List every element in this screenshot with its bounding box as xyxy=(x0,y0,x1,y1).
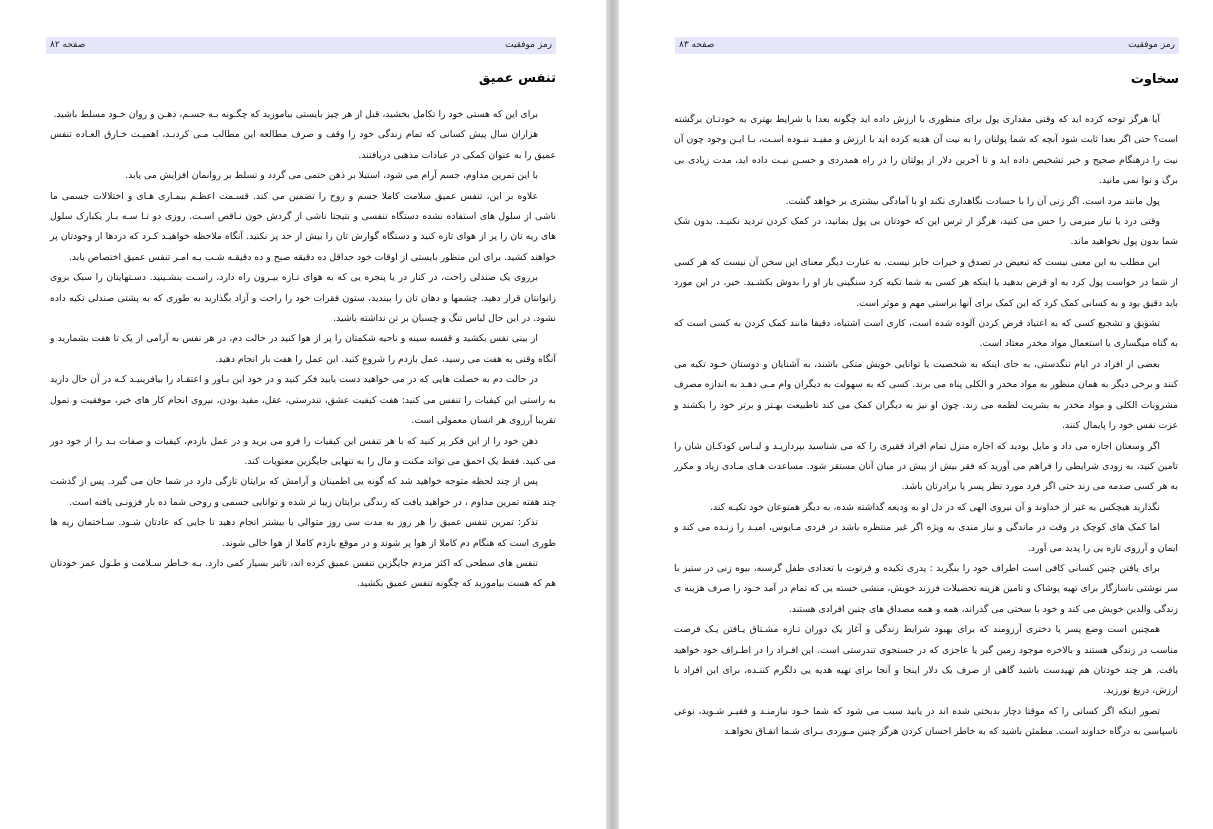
paragraph: تشویق و تشجیع کسی که به اعتیاد قرض کردن آلوده شده است، کاری است اشتباه، دقیقا مانند کمک کردن به کسی است که به گناه میگساری یا استعمال مواد مخدر معتاد است. xyxy=(674,318,1178,350)
paragraph: برروی یک صندلی راحت، در کنار در یا پنجره یی که به هوای تـازه بیـرون راه دارد، راسـت بنشـینید. دسـتهایتان را سبک بروی زانوانتان قرار دهید. چشمها و دهان تان را ببندید، ستون فقرات خود را راحت و آزاد بگذارید به طوری که به پشتی صندلی تکیه داده نشود. در این حال لباس تنگ و چسبان بر تن نداشته باشید. xyxy=(50,272,556,325)
paragraph: بعضی از افراد در ایام تنگدستی، به جای اینکه به شخصیت یا توانایی خویش متکی باشند، به آشنایان و دوستان خـود تکیه می کنند و برخی دیگر به همان منظور به مواد مخدر و الکلی پناه می برند. کسی که به سهولت به دیگران وام مـی دهـد به اندازه مصرف مشروبات الکلی و مواد مخدر به بشریت لطمه می زند. چون او نیز به دیگران کمک می کند تاطبیعت بهـتر و برتر خود را بکشند و عزت نفس خود را پایمال کنند. xyxy=(674,358,1178,432)
page-number: صفحه ۸۳ xyxy=(679,40,715,50)
paragraph: اگر وسعتان اجازه می داد و مایل بودید که اجاره منزل تمام افراد فقیری را که می شناسید بپردازیـد و لبـاس کودکـان شان را تامین کنید، به زودی شرایطی را فراهم می آورید که فقر بیش از پیش در میان آنان مستقر شود. مساعدت هـای مـادی زیاد و مکرر به هر کسی صدمه می زند حتی اگر فرد مورد نظر پسر یا برادرتان باشد. xyxy=(674,440,1178,493)
book-title: رمز موفقیت xyxy=(1128,40,1175,50)
paragraph: در حالت دم به خصلت هایی که در می خواهید دست یابید فکر کنید و در خود این بـاور و اعتقـاد را بیافرینیـد کـه در آن حال دارید به راستی این کیفیات را تنفس می کنید: هفت کیفیت عشق، تندرستی، عقل، مفید بودن، نیروی انجام کار های خیر، موفقیت و تمول تقریبا آرزوی هر انسان معمولی است. xyxy=(50,374,556,427)
paragraph: ذهن خود را از این فکر پر کنید که با هر تنفس این کیفیات را فرو می برید و در عمل بازدم، کیفیات و صفات بـد را از خود دور می کنید. فقط یک احمق می تواند مکنت و مال را به تنهایی جایگزین معنویات کند. xyxy=(50,435,556,467)
paragraph: از بینی نفس بکشید و قفسه سینه و ناحیه شکمتان را پر از هوا کنید در حالت دم، در هر نفس به آرامی از یک تا هفت بشمارید و آنگاه وقتی به هفت می رسید، عمل بازدم را شروع کنید. این عمل را هفت بار انجام دهید. xyxy=(50,333,556,365)
paragraph: پس از چند لحظه متوجه خواهید شد که گونه یی اطمینان و آرامش که برایتان تازگی دارد در شما جان می گیرد. پس از گذشت چند هفته تمرین مداوم ، در خواهید یافت که زندگی برایتان زیبا تر شده و توانایی جسمی و روحی شما ده بار فزونـی یافته است. xyxy=(50,476,556,508)
page-header xyxy=(675,37,1179,54)
page-header xyxy=(46,37,556,54)
paragraph: برای یافتن چنین کسانی کافی است اطراف خود را بنگرید : پدری تکیده و فرتوت با تعدادی طفل گرسنه، بیوه زنی در ستیز با سر نوشتی ناسازگار برای تهیه پوشاک و تامین هزینه تحصیلات فرزند خویش، منشی خسته یی که تمام در آمد خـود را صرف هزینه ی زندگی والدین خویش می کند و خود با سختی می گذراند، همه و همه مصداق های چنین افرادی هستند. xyxy=(674,562,1178,615)
left-page xyxy=(0,0,606,829)
paragraph: تذکر: تمرین تنفس عمیق را هر روز به مدت سی روز متوالی یا بیشتر انجام دهید تا جایی که عادتان شـود. سـاختمان ریه ها طوری است که هنگام دم کاملا از هوا پر شوند و در موقع بازدم کاملا از هوا خالی شوند. xyxy=(50,517,556,549)
paragraph: آیا هرگز توجه کرده اید که وقتی مقداری پول برای منظوری با ارزش داده اید چگونه بعدا با شرایط بهتری به خودتـان برگشته است؟ حتی اگر بعدا ثابت شود آنچه که شما پولتان را به نیت آن هدیه کرده اید با ارزش و مفیـد نبـوده اسـت، بـا ایـن وجود چون آن نیت را درهنگام صحیح و خیر تشخیص داده اید و تا آخرین دلار از پولتان را در راه همدردی و حسـن نیـت داده اید، مدت زیادی بی برگ و نوا نمی مانید. xyxy=(674,114,1178,187)
section-body xyxy=(674,110,1178,743)
page-number: صفحه ۸۲ xyxy=(50,40,86,50)
paragraph: با این تمرین مداوم، جسم آرام می شود، استیلا بر ذهن حتمی می گردد و تسلط بر روانمان افزایش می یابد. xyxy=(125,170,538,182)
right-page xyxy=(619,0,1213,829)
page-gutter xyxy=(606,0,619,829)
paragraph: این مطلب به این معنی نیست که تبعیض در تصدق و خیرات جایز نیست. به عبارت دیگر معنای این سخن آن نیست که هر کسی از شما در خواست پول کرد به او قرض بدهید یا اینکه هر کسی به شما تکیه کرد سنگینی بار او را بدوش بکشـید. خیر، در این مورد باید دقیق بود و به کسانی کمک کرد که این کمک برای آنها براستی مهم و موثر است. xyxy=(674,256,1178,309)
section-body xyxy=(50,105,556,595)
paragraph: تصور اینکه اگر کسانی را که موقتا دچار بدبختی شده اند در یابید سبب می شود که شما خـود نیازمنـد و فقیـر شـوید، نوعی ناسپاسی به درگاه خداوند است. مطمئن باشید که به خاطر احسان کردن هرگز چنین مـوردی بـرای شـما اتفـاق نخواهـد xyxy=(674,705,1178,738)
section-title: تنفس عمیق xyxy=(478,71,556,86)
section-title: سخاوت xyxy=(1130,72,1179,87)
paragraph: برای این که هستی خود را تکامل بخشید، قبل از هر چیز بایستی بیاموزید که چگـونه بـه جسـم، ذهـن و روان خـود مسلط باشید. xyxy=(53,109,538,120)
paragraph: تنفس های سطحی که اکثر مردم جایگزین تنفس عمیق کرده اند، تاثیر بسیار کمی دارد. بـه خـاطر سـلامت و طـول عمر خودتان هم که هست بیاموزید که چگونه تنفس عمیق بکشید. xyxy=(50,557,556,590)
paragraph: وقتی درد یا نیاز میرمی را حس می کنید، هرگز از ترس این که خودتان بی پول بمانید، در کمک کردن تردید نکنیـد. بدون شک شما بدون پول نخواهید ماند. xyxy=(674,216,1178,248)
paragraph: هزاران سال پیش کسانی که تمام زندگی خود را وقف و صرف مطالعه این مطالب مـی کردنـد، اهمیـت خـارق العـاده تنفس عمیق را به عنوان کمکی در عبادات مذهبی دریافتند. xyxy=(50,129,556,161)
paragraph: علاوه بر این، تنفس عمیق سلامت کاملا جسم و روح را تضمین می کند. قسـمت اعظـم بیمـاری هـای و اختلالات جسمی ما ناشی از سلول های استفاده نشده دستگاه تنفسی و نتیجتا ناشی از گردش خون نـاقص اسـت. روزی دو تـا سـه بـار یکبارک سلول های ریه تان را پر از هوای تازه کنید و دستگاه گوارش تان را بیش از حد پر نکنید. آنگاه ملاحظه خواهیـد کـرد که دردها از وجودتان پر خواهند کشید. برای این منظور بایستی از اوقات خود حداقل ده دقیقه صبح و ده دقیقـه شـب بـه امـر تنفس عمیق اختصاص یابد. xyxy=(50,190,556,263)
paragraph: پول مانند مرد است. اگر زنی آن را با حسادت نگاهداری نکند او با آمادگی بیشتری بر خواهد گشت. xyxy=(785,195,1160,207)
book-title: رمز موفقیت xyxy=(505,40,552,50)
paragraph: نگذارید هیچکس به غیر از خداوند و آن نیروی الهی که در دل او به ودیعه گذاشته شده، به دیگر همنوعان خود تکیـه کند. xyxy=(710,501,1160,513)
paragraph: اما کمک های کوچک در وقت در ماندگی و نیاز مندی به ویژه اگر غیر منتظره باشد در فردی مـایوس، امیـد را زنـده می کند و ایمان و آرزوی تازه یی را پدید می آورد. xyxy=(674,522,1178,554)
paragraph: همچنین است وضع پسر یا دختری آرزومند که برای بهبود شرایط زندگی و آغاز یک دوران تـازه مشـتاق یـافتن یـک فرصت مناسب در زندگی هستند و بالاخره موجود زمین گیر یا عاجزی که در جستجوی تندرستی است. این افـراد را در اطـراف خود خواهید یافت. هر چند خودتان هم تهیدست باشید گاهی از صرف یک دلار اینجا و آنجا برای تهیه هدیه یی دلگرم کننـده، برای این افراد با ارزش، دریغ نورزید. xyxy=(674,624,1178,697)
